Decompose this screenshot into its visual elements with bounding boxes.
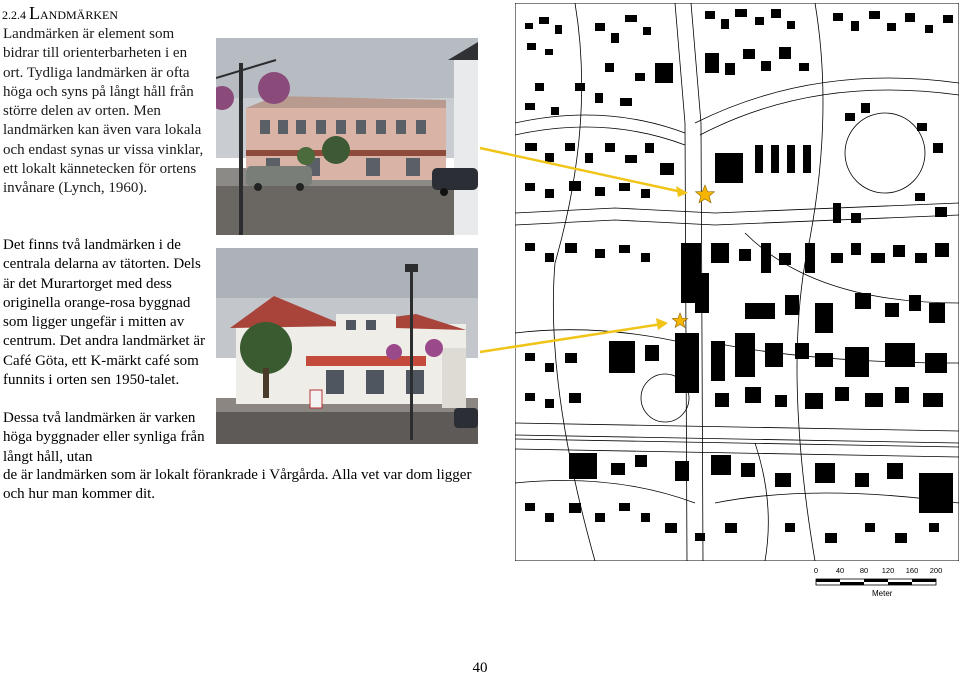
scale-label: 200	[929, 566, 943, 575]
scale-unit-label: Meter	[872, 589, 893, 598]
town-map	[515, 3, 959, 561]
page-number: 40	[472, 660, 488, 676]
murartorget-photo	[216, 38, 478, 235]
intro-paragraph: Landmärken är element som bidrar till orienterbarheten i en ort. Tydliga landmärken är ofta höga och syns på långt håll från större delen av orten. Men landmärken kan även vara lokala och endast synas ur vissa vinklar, ett lokalt kännetecken för ortens invånare (Lynch, 1960).	[3, 26, 204, 197]
landmarks-paragraph: Det finns två landmärken i de centrala delarna av tätorten. Dels är det Murartorget med dess originella orange-rosa byggnad som ligger ungefär i mitten av centrum. Det andra landmärket är Café Göta, ett K-märkt café som funnits i orten sen 1950-talet.	[3, 237, 205, 389]
scale-label: 160	[905, 566, 919, 575]
scale-label: 80	[859, 566, 869, 575]
scale-label: 40	[835, 566, 845, 575]
local-landmarks-paragraph: Dessa två landmärken är varken höga byggnader eller synliga från långt håll, utan	[3, 410, 205, 465]
scale-label: 0	[813, 566, 819, 575]
cafe-gota-photo	[216, 248, 478, 444]
local-landmarks-paragraph-continued: de är landmärken som är lokalt förankrade i Vårgårda. Alla vet var dom ligger och hur man kommer dit.	[3, 467, 472, 503]
section-heading: 2.2.4 LANDMÄRKEN	[2, 3, 118, 23]
scale-label: 120	[881, 566, 895, 575]
